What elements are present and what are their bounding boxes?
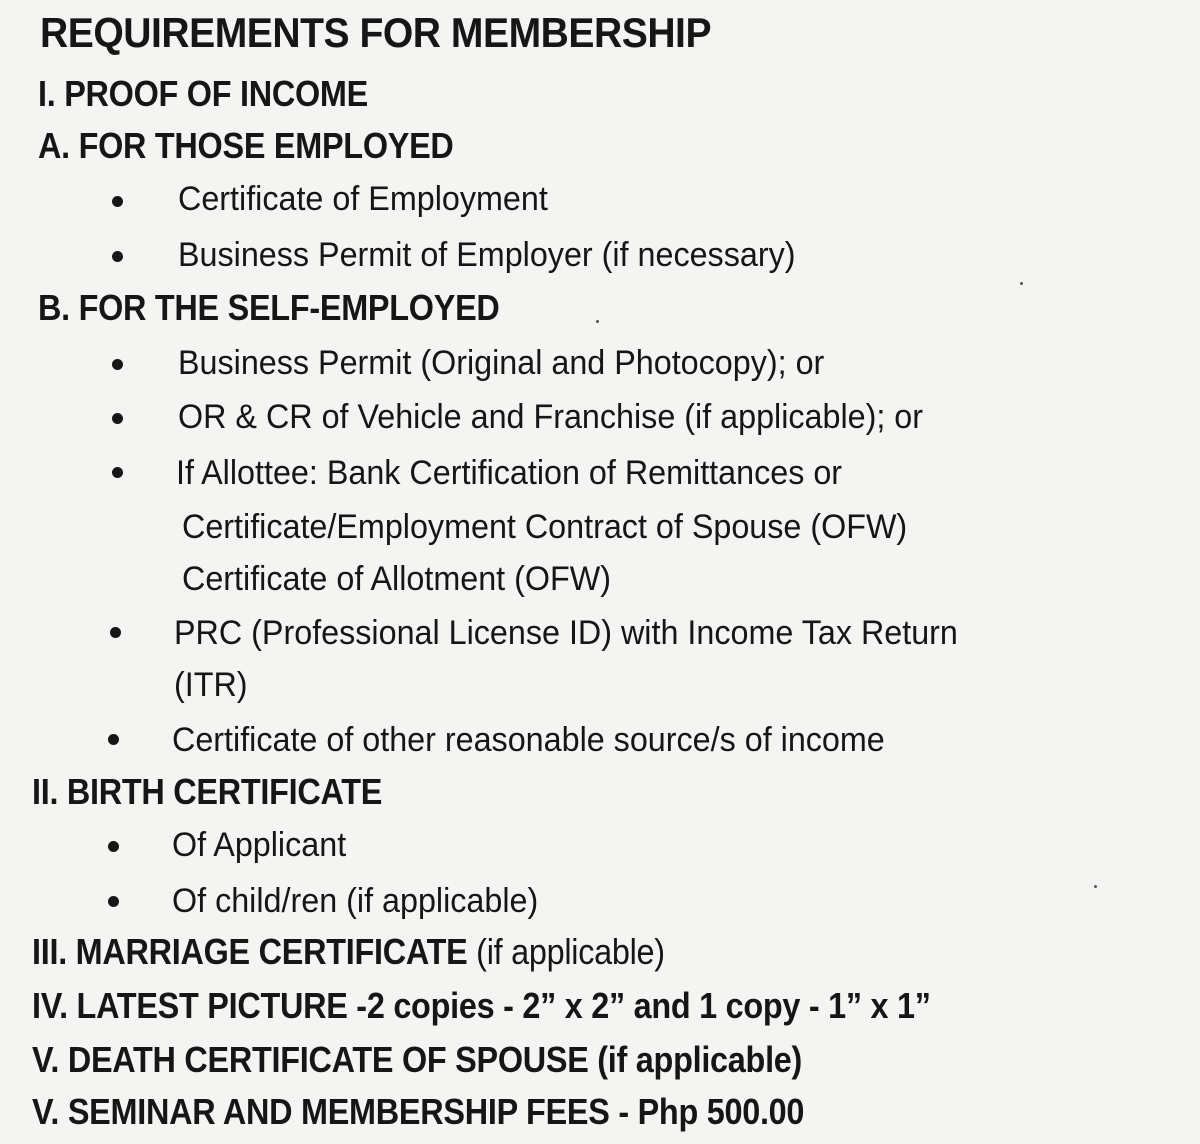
- subsection-employed-heading: A. FOR THOSE EMPLOYED: [38, 125, 454, 166]
- list-item-continuation: Certificate of Allotment (OFW): [182, 560, 611, 598]
- bullet-icon: [110, 627, 121, 638]
- section-birth-certificate-heading: II. BIRTH CERTIFICATE: [32, 771, 383, 812]
- scan-speck: [1094, 885, 1097, 888]
- bullet-icon: [112, 359, 123, 370]
- section-seminar-fees-heading: V. SEMINAR AND MEMBERSHIP FEES - Php 500.00: [32, 1091, 805, 1132]
- bullet-icon: [112, 251, 123, 262]
- list-item: OR & CR of Vehicle and Franchise (if applicable); or: [178, 398, 924, 436]
- list-item: PRC (Professional License ID) with Income Tax Return: [174, 614, 958, 652]
- list-item: If Allottee: Bank Certification of Remittances or: [176, 454, 843, 492]
- bullet-icon: [108, 896, 119, 907]
- section-marriage-certificate-heading: III. MARRIAGE CERTIFICATE: [32, 931, 468, 972]
- bullet-icon: [108, 734, 119, 745]
- scan-speck: [1020, 282, 1023, 285]
- list-item-continuation: Certificate/Employment Contract of Spouse (OFW): [182, 508, 908, 546]
- subsection-self-employed-heading: B. FOR THE SELF-EMPLOYED: [38, 287, 500, 328]
- bullet-icon: [108, 841, 119, 852]
- list-item: Business Permit of Employer (if necessary): [178, 236, 796, 274]
- list-item: Of Applicant: [172, 826, 347, 864]
- document-title: REQUIREMENTS FOR MEMBERSHIP: [40, 9, 712, 56]
- list-item: Certificate of Employment: [178, 180, 548, 218]
- list-item: Business Permit (Original and Photocopy); or: [178, 344, 825, 382]
- section-marriage-certificate: [32, 931, 665, 972]
- list-item: Of child/ren (if applicable): [172, 882, 539, 920]
- section-latest-picture-heading: IV. LATEST PICTURE -2 copies - 2” x 2” and 1 copy - 1” x 1”: [32, 985, 931, 1026]
- bullet-icon: [112, 196, 123, 207]
- bullet-icon: [112, 467, 123, 478]
- section-proof-of-income-heading: I. PROOF OF INCOME: [38, 73, 368, 114]
- section-death-certificate-heading: V. DEATH CERTIFICATE OF SPOUSE (if applicable): [32, 1039, 803, 1080]
- list-item: Certificate of other reasonable source/s of income: [172, 721, 885, 759]
- bullet-icon: [112, 413, 123, 424]
- section-marriage-certificate-note: (if applicable): [467, 931, 665, 972]
- scan-speck: [596, 320, 599, 323]
- list-item-continuation: (ITR): [174, 666, 248, 704]
